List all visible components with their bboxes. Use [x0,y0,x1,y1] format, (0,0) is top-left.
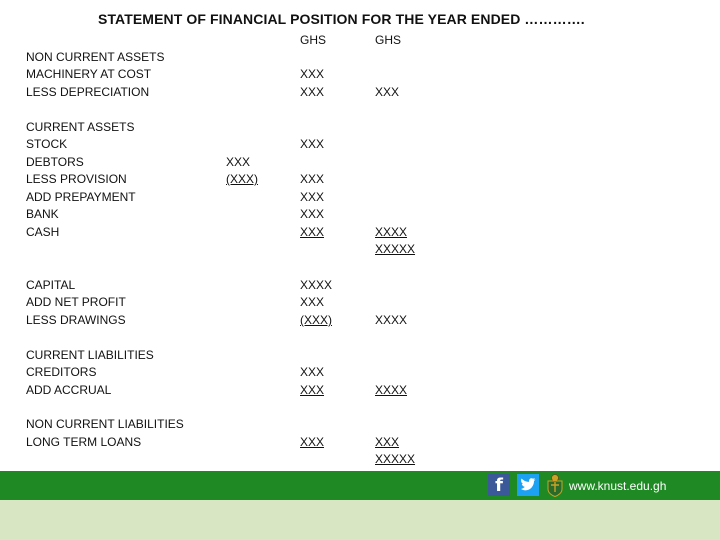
page-title: STATEMENT OF FINANCIAL POSITION FOR THE YEAR ENDED …………. [98,11,585,27]
section-non-current-assets: NON CURRENT ASSETS [26,50,165,64]
value-bank: XXX [300,207,325,221]
total-non-current-liabilities: XXX [375,435,400,449]
value-creditors: XXX [300,365,325,379]
label-long-term-loans: LONG TERM LOANS [26,435,142,449]
label-debtors: DEBTORS [26,155,84,169]
label-machinery: MACHINERY AT COST [26,67,152,81]
total-current-assets: XXXX [375,225,408,239]
value-debtors-net: XXX [300,172,325,186]
value-prepayment: XXX [300,190,325,204]
section-current-assets: CURRENT ASSETS [26,120,135,134]
section-current-liabilities: CURRENT LIABILITIES [26,348,154,362]
total-current-liabilities: XXXX [375,383,408,397]
label-creditors: CREDITORS [26,365,97,379]
header-ghs-col3: GHS [375,33,402,47]
total-liabilities-capital: XXXXX [375,452,416,466]
total-capital: XXXX [375,313,408,327]
footer-band [0,500,720,540]
knust-crest-icon [546,473,564,497]
value-cash: XXX [300,225,325,239]
label-provision: LESS PROVISION [26,172,127,186]
label-depreciation: LESS DEPRECIATION [26,85,150,99]
value-accrual: XXX [300,383,325,397]
total-assets: XXXXX [375,242,416,256]
value-depreciation: XXX [300,85,325,99]
value-net-profit: XXX [300,295,325,309]
value-stock: XXX [300,137,325,151]
label-accrual: ADD ACCRUAL [26,383,112,397]
value-machinery: XXX [300,67,325,81]
value-provision: (XXX) [226,172,259,186]
label-drawings: LESS DRAWINGS [26,313,126,327]
header-ghs-col2: GHS [300,33,327,47]
value-long-term-loans: XXX [300,435,325,449]
twitter-icon[interactable] [517,474,539,496]
value-drawings: (XXX) [300,313,333,327]
value-capital: XXXX [300,278,333,292]
section-capital: CAPITAL [26,278,76,292]
value-debtors: XXX [226,155,251,169]
facebook-icon[interactable]: f [488,474,510,496]
website-link[interactable]: www.knust.edu.gh [569,479,667,493]
label-prepayment: ADD PREPAYMENT [26,190,136,204]
label-stock: STOCK [26,137,68,151]
label-cash: CASH [26,225,60,239]
total-non-current-assets: XXX [375,85,400,99]
label-net-profit: ADD NET PROFIT [26,295,126,309]
section-non-current-liabilities: NON CURRENT LIABILITIES [26,417,184,431]
label-bank: BANK [26,207,59,221]
